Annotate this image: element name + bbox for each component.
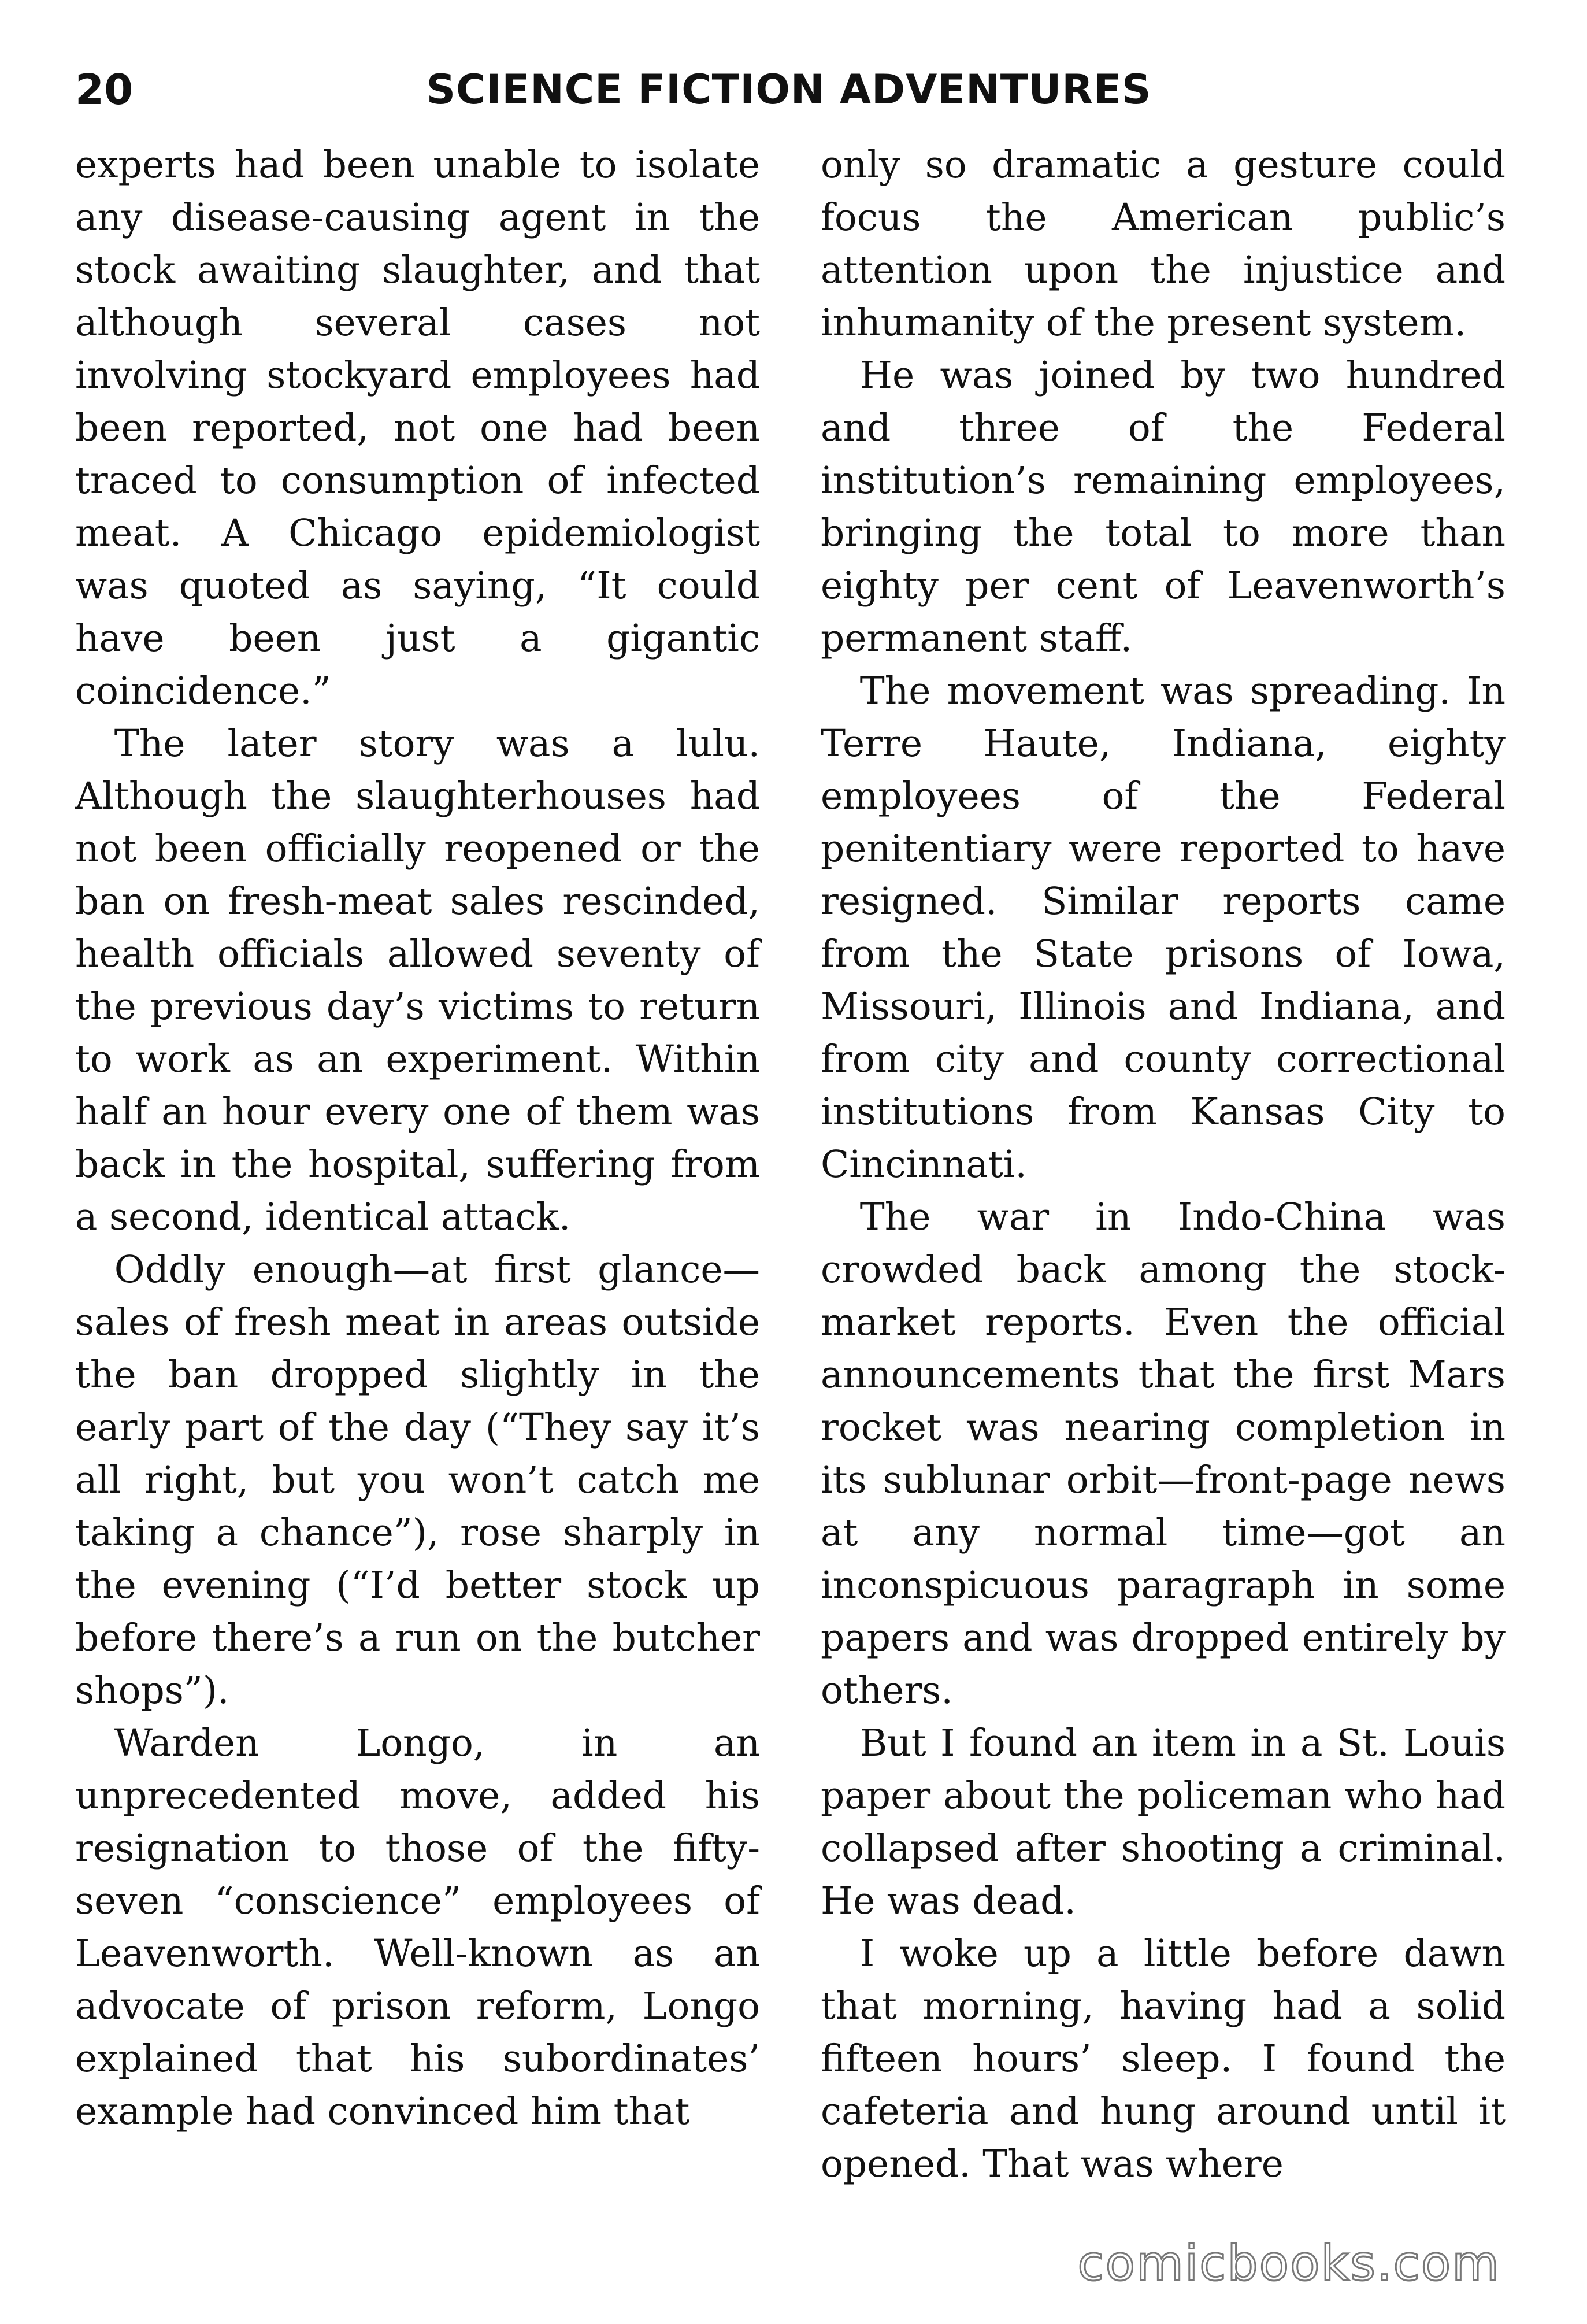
paragraph: The movement was spreading. In Terre Haute, Indiana, eighty employees of the Federal penitentiary were reported to have resigned. Similar reports came from the State prisons of Iowa, Missouri, Illinois and Indiana, and from city and county correctional institutions from Kansas City to Cincinnati. bbox=[821, 669, 1506, 1186]
paragraph: He was joined by two hundred and three of the Federal institution’s remaining employees, bringing the total to more than eighty per cent of Leavenworth’s permanent staff. bbox=[821, 354, 1506, 660]
right-text-column bbox=[821, 139, 1506, 2190]
page-header bbox=[75, 58, 1503, 121]
paragraph: experts had been unable to isolate any disease-causing agent in the stock awaiting slaughter, and that although several cases not involving stockyard employees had been reported, not one had been traced to consumption of infected meat. A Chicago epidemiologist was quoted as saying, “It could have been just a gigantic coincidence.” bbox=[75, 143, 760, 713]
paragraph: I woke up a little before dawn that morning, having had a solid fifteen hours’ sleep. I found the cafeteria and hung around until it opened. That was where bbox=[821, 1932, 1506, 2186]
paragraph: Warden Longo, in an unprecedented move, added his resignation to those of the fifty-seven “conscience” employees of Leavenworth. Well-known as an advocate of prison reform, Longo explained that his subordinates’ example had convinced him that bbox=[75, 1722, 760, 2133]
running-title: SCIENCE FICTION ADVENTURES bbox=[426, 66, 1152, 113]
left-text-column bbox=[75, 139, 760, 2138]
paragraph: only so dramatic a gesture could focus the American public’s attention upon the injustice and inhumanity of the present system. bbox=[821, 143, 1506, 345]
page-number: 20 bbox=[75, 65, 134, 114]
paragraph: Oddly enough—at first glance—sales of fresh meat in areas outside the ban dropped slightly in the early part of the day (“They say it’s all right, but you won’t catch me taking a chance”), rose sharply in the evening (“I’d better stock up before there’s a run on the butcher shops”). bbox=[75, 1248, 760, 1712]
paragraph: The later story was a lulu. Although the slaughterhouses had not been officially reopened or the ban on fresh-meat sales rescinded, health officials allowed seventy of the previous day’s victims to return to work as an experiment. Within half an hour every one of them was back in the hospital, suffering from a second, identical attack. bbox=[75, 722, 760, 1239]
paragraph: But I found an item in a St. Louis paper about the policeman who had collapsed after shooting a criminal. He was dead. bbox=[821, 1722, 1506, 1923]
paragraph: The war in Indo-China was crowded back among the stock-market reports. Even the official announcements that the first Mars rocket was nearing completion in its sublunar orbit—front-page news at any normal time—got an inconspicuous paragraph in some papers and was dropped entirely by others. bbox=[821, 1196, 1506, 1712]
site-watermark: comicbooks.com bbox=[1077, 2235, 1500, 2292]
